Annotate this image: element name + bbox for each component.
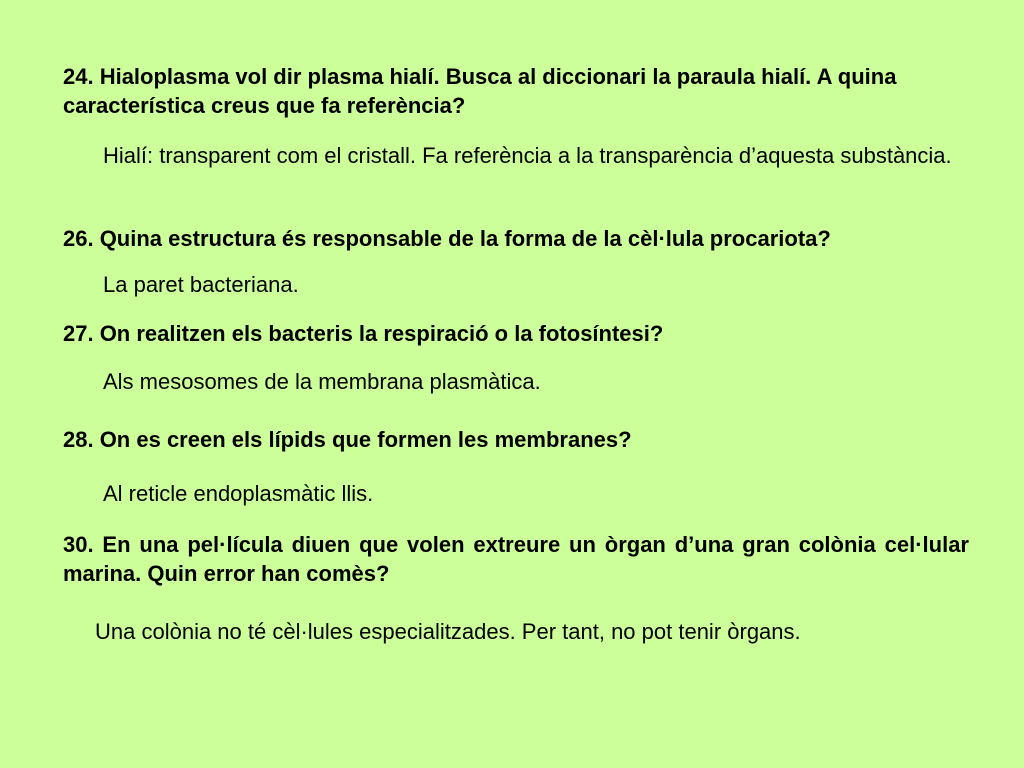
answer-27: Als mesosomes de la membrana plasmàtica. xyxy=(103,369,541,394)
answer-30: Una colònia no té cèl·lules especialitzades. Per tant, no pot tenir òrgans. xyxy=(95,619,801,644)
answer-28: Al reticle endoplasmàtic llis. xyxy=(103,481,374,506)
question-26: 26. Quina estructura és responsable de la forma de la cèl·lula procariota? xyxy=(63,226,831,251)
answer-26: La paret bacteriana. xyxy=(103,272,299,297)
answer-24: Hialí: transparent com el cristall. Fa referència a la transparència d’aquesta substància. xyxy=(103,143,952,168)
question-24: 24. Hialoplasma vol dir plasma hialí. Busca al diccionari la paraula hialí. A quina característica creus que fa referència? xyxy=(63,64,897,118)
question-28: 28. On es creen els lípids que formen les membranes? xyxy=(63,427,632,452)
question-30: 30. En una pel·lícula diuen que volen extreure un òrgan d’una gran colònia cel·lular marina. Quin error han comès? xyxy=(63,532,969,586)
question-27: 27. On realitzen els bacteris la respiració o la fotosíntesi? xyxy=(63,321,664,346)
